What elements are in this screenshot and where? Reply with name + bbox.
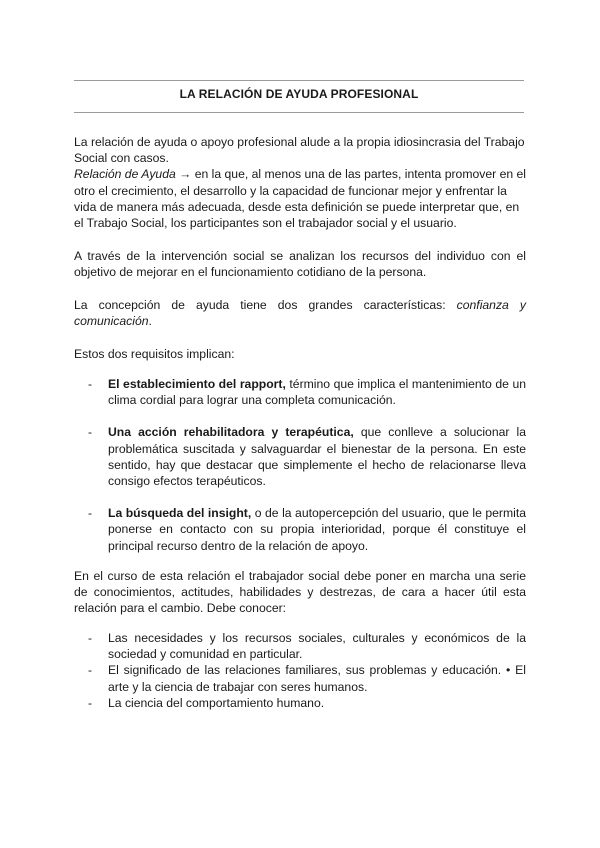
list-dash: - — [88, 695, 93, 710]
conception-end: . — [148, 314, 152, 329]
list-item — [74, 695, 526, 711]
knowledge-text: Las necesidades y los recursos sociales, culturales y económicos de la sociedad y comunidad en particular. — [108, 631, 526, 662]
requirement-text: o de la autopercepción del usuario, que le permita ponerse en contacto con su propia interioridad, porque él constituye el principal recurso dentro de la relación de apoyo. — [108, 506, 526, 553]
knowledge-text: La ciencia del comportamiento humano. — [108, 695, 325, 710]
conception-text: La concepción de ayuda tiene dos grandes características: — [74, 298, 457, 312]
list-item — [74, 376, 526, 408]
list-dash: - — [88, 663, 93, 678]
requirement-title: Una acción rehabilitadora y terapéutica, — [108, 425, 354, 440]
requirements-intro: Estos dos requisitos implican: — [74, 347, 235, 361]
course-paragraph: En el curso de esta relación el trabajador social debe poner en marcha una serie de conocimientos, actitudes, habilidades y destrezas, de cara a hacer útil esta relación para el cambio. Debe conocer: — [74, 569, 526, 616]
list-dash: - — [88, 425, 93, 440]
conception-terms: confianza y comunicación — [74, 298, 526, 329]
knowledge-list — [74, 630, 526, 711]
intervention-paragraph: A través de la intervención social se analizan los recursos del individuo con el objetivo de mejorar en el funcionamiento cotidiano de la persona. — [74, 249, 526, 280]
requirements-list — [74, 376, 526, 554]
list-item — [74, 424, 526, 489]
intro-paragraph — [74, 134, 526, 231]
requirement-title: La búsqueda del insight, — [108, 506, 252, 521]
page-title: LA RELACIÓN DE AYUDA PROFESIONAL — [179, 87, 419, 101]
requirement-text: que conlleve a solucionar la problemática suscitada y salvaguardar el bienestar de la persona. En este sentido, hay que destacar que simplemente el hecho de relacionarse lleva consigo efectos terapéuticos. — [108, 425, 526, 489]
conception-paragraph — [74, 297, 526, 329]
requirement-title: El establecimiento del rapport, — [108, 377, 286, 391]
list-dash: - — [88, 631, 93, 645]
list-dash: - — [88, 377, 93, 391]
requirement-text: término que implica el mantenimiento de un clima cordial para lograr una completa comunicación. — [108, 377, 526, 408]
definition-text: en la que, al menos una de las partes, intenta promover en el otro el crecimiento, el desarrollo y la capacidad de funcionar mejor y enfrentar la vida de manera más adecuada, desde esta definición se puede interpretar que, en el Trabajo Social, los participantes son el trabajador social y el usuario. — [74, 167, 527, 231]
definition-arrow: → — [179, 167, 192, 182]
list-dash: - — [88, 506, 93, 521]
knowledge-text: El significado de las relaciones familiares, sus problemas y educación. • El arte y la ciencia de trabajar con seres humanos. — [108, 663, 526, 694]
list-item — [74, 662, 526, 694]
list-item — [74, 505, 526, 554]
title-bottom-rule — [74, 112, 524, 113]
list-item — [74, 630, 526, 662]
definition-term: Relación de Ayuda — [74, 167, 176, 182]
intro-text: La relación de ayuda o apoyo profesional alude a la propia idiosincrasia del Trabajo Social con casos. — [74, 135, 525, 166]
title-top-rule — [74, 80, 524, 81]
